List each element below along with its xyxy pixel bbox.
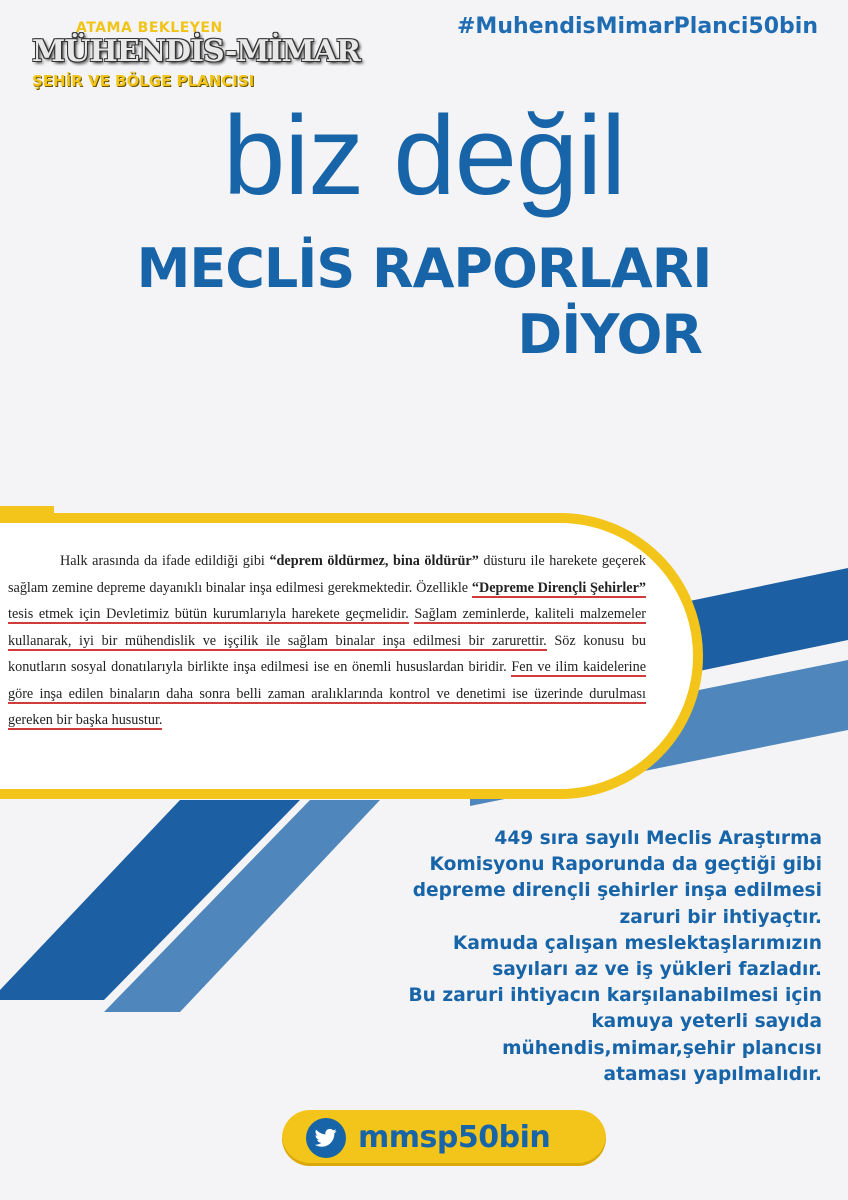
body-line: Komisyonu Raporunda da geçtiği gibi bbox=[429, 854, 822, 876]
excerpt-segment: “deprem öldürmez, bina öldürür” bbox=[269, 553, 479, 569]
body-line: 449 sıra sayılı Meclis Araştırma bbox=[494, 828, 822, 849]
excerpt-segment: düsturu ile harekete geçerek sağlam zemine depreme dayanıklı binalar inşa edilmesi gerekmektedir. Özellikle bbox=[8, 553, 646, 596]
report-excerpt-text bbox=[0, 524, 650, 734]
headline-main: biz değil bbox=[223, 93, 625, 218]
headline-sub: MECLİS RAPORLARI bbox=[136, 237, 712, 300]
body-line: Kamuda çalışan meslektaşlarımızın bbox=[452, 932, 822, 954]
panel-tab bbox=[0, 506, 54, 520]
twitter-handle: mmsp50bin bbox=[358, 1120, 551, 1155]
body-line: depreme dirençli şehirler inşa edilmesi bbox=[412, 880, 822, 902]
logo-line-2: MÜHENDİS-MİMAR bbox=[32, 34, 360, 69]
excerpt-segment: tesis etmek için Devletimiz bütün kurumlarıyla harekete geçmelidir. bbox=[8, 606, 409, 622]
excerpt-segment: Sağlam zeminlerde, kaliteli malzemeler kullanarak, iyi bir mühendislik ve işçilik ile sağlam binalar inşa edilmesi bir zarurettir. bbox=[8, 606, 646, 649]
hashtag: #MuhendisMimarPlanci50bin bbox=[457, 14, 818, 39]
logo-line-3: ŞEHİR VE BÖLGE PLANCISI bbox=[32, 72, 255, 90]
headline-sub-2: DİYOR bbox=[517, 303, 702, 366]
excerpt-segment: Fen ve ilim kaidelerine göre inşa edilen binaların daha sonra belli zaman aralıklarında kontrol ve denetimi ise üzerinde durulması gereken bir başka husustur. bbox=[8, 659, 646, 728]
twitter-handle-pill[interactable] bbox=[282, 1110, 606, 1166]
body-line: Bu zaruri ihtiyacın karşılanabilmesi için bbox=[408, 985, 822, 1007]
body-line: sayıları az ve iş yükleri fazladır. bbox=[492, 959, 822, 981]
logo-line-1: ATAMA BEKLEYEN bbox=[76, 20, 223, 36]
body-line: kamuya yeterli sayıda bbox=[591, 1011, 822, 1033]
excerpt-segment: “Depreme Dirençli Şehirler” bbox=[471, 579, 646, 596]
body-text bbox=[392, 826, 822, 1088]
excerpt-segment: Halk arasında da ifade edildiği gibi bbox=[60, 553, 270, 569]
logo bbox=[30, 14, 360, 96]
report-excerpt bbox=[0, 524, 650, 782]
excerpt-segment: Söz konusu bu konutların sosyal donatılarıyla birlikte inşa edilmesi ise en önemli hususlardan biridir. bbox=[8, 632, 646, 675]
twitter-icon bbox=[306, 1118, 346, 1158]
body-line: mühendis,mimar,şehir plancısı bbox=[502, 1037, 822, 1059]
body-line: ataması yapılmalıdır. bbox=[603, 1063, 822, 1085]
body-line: zaruri bir ihtiyaçtır. bbox=[619, 906, 822, 928]
